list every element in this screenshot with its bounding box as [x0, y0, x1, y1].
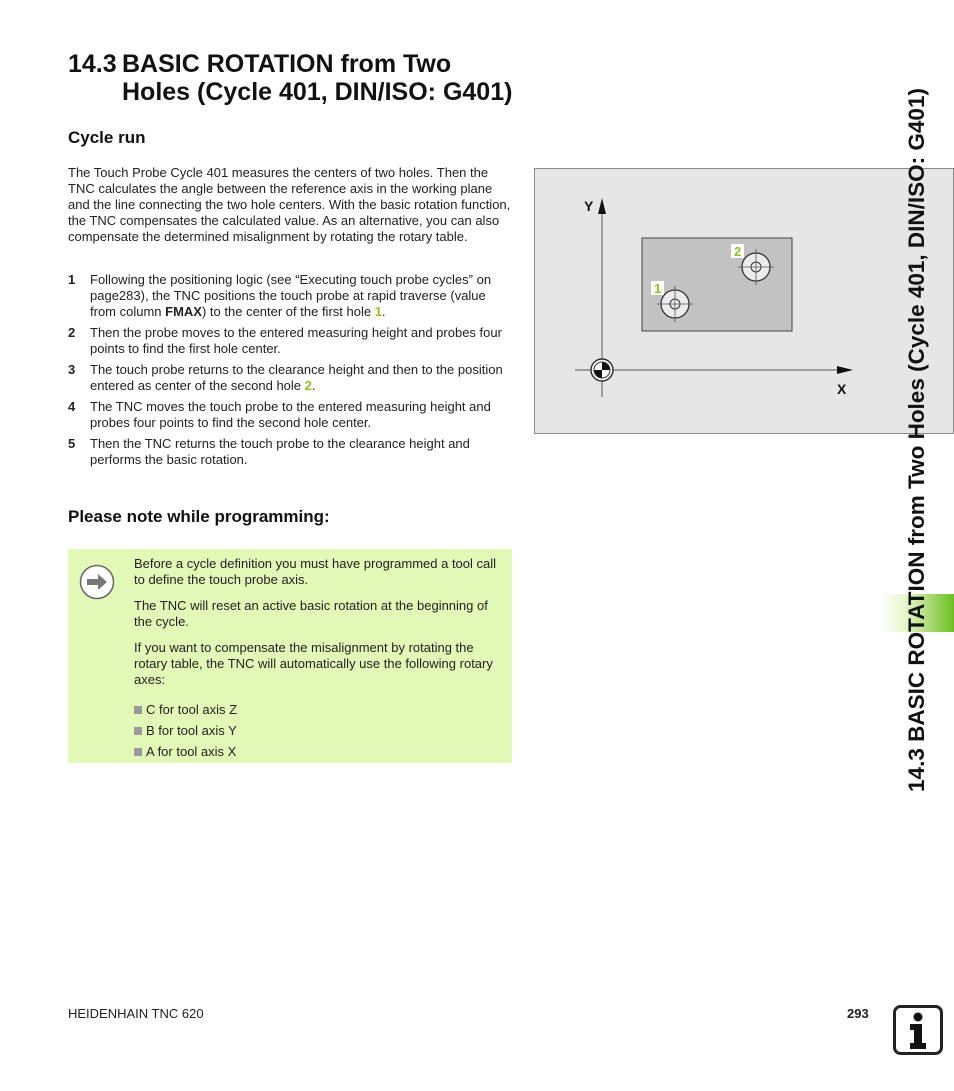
list-item	[134, 702, 504, 718]
list-item	[134, 744, 504, 760]
x-axis-arrow	[837, 366, 853, 374]
hole-ref-2: 2	[304, 378, 312, 393]
step-number: 2	[68, 325, 76, 340]
step-2	[68, 325, 512, 357]
step-text: .	[311, 378, 316, 393]
step-5	[68, 436, 512, 468]
workpiece	[642, 238, 792, 331]
step-number: 1	[68, 272, 76, 287]
list-item-text: B for tool axis Y	[146, 723, 237, 738]
note-paragraph: Before a cycle definition you must have programmed a tool call to define the touch probe axis.	[134, 556, 497, 587]
fmax-term: FMAX	[165, 304, 202, 319]
title-line-1: BASIC ROTATION from Two	[122, 50, 452, 78]
note-paragraph: The TNC will reset an active basic rotation at the beginning of the cycle.	[134, 598, 488, 629]
step-number: 3	[68, 362, 76, 377]
title-line-2: Holes (Cycle 401, DIN/ISO: G401)	[122, 78, 513, 106]
list-item	[134, 723, 504, 739]
cycle-diagram	[534, 168, 954, 434]
y-axis-arrow	[598, 198, 606, 214]
note-body	[134, 556, 504, 765]
programming-note-box	[68, 549, 512, 763]
arrow-right-icon	[79, 564, 115, 600]
rotary-axis-list	[134, 702, 504, 760]
step-4	[68, 399, 512, 431]
note-paragraph: If you want to compensate the misalignment by rotating the rotary table, the TNC will automatically use the following rotary axes:	[134, 640, 493, 687]
section-number: 14.3	[68, 50, 117, 78]
bullet-square-icon	[134, 748, 142, 756]
diagram-svg	[535, 169, 953, 433]
bullet-square-icon	[134, 706, 142, 714]
step-text: ) to the center of the first hole	[201, 304, 375, 319]
list-item-text: C for tool axis Z	[146, 702, 238, 717]
programming-note-heading: Please note while programming:	[68, 507, 330, 526]
step-text: Then the TNC returns the touch probe to the clearance height and performs the basic rotation.	[90, 436, 470, 467]
hole-ref-1: 1	[374, 304, 382, 319]
hole-label-2: 2	[734, 244, 742, 259]
step-1	[68, 272, 512, 320]
y-axis-label: Y	[584, 198, 594, 214]
cycle-run-heading: Cycle run	[68, 128, 146, 147]
origin-marker	[591, 359, 613, 381]
hole-label-1: 1	[654, 281, 662, 296]
info-icon	[893, 1005, 943, 1055]
step-text: Then the probe moves to the entered measuring height and probes four points to find the first hole center.	[90, 325, 502, 356]
footer-product: HEIDENHAIN TNC 620	[68, 1006, 204, 1021]
cycle-run-intro: The Touch Probe Cycle 401 measures the centers of two holes. Then the TNC calculates the angle between the reference axis in the working plane and the line connecting the two hole centers. With the basic rotation function, the TNC compensates the calculated value. As an alternative, you can also compensate the determined misalignment by rotating the rotary table.	[68, 165, 511, 244]
step-text: Following the positioning logic (see “Executing touch probe cycles” on page283), the TNC positions the touch probe at rapid traverse (value from column	[90, 272, 492, 319]
cycle-steps	[68, 272, 512, 473]
step-text: The touch probe returns to the clearance height and then to the position entered as center of the second hole	[90, 362, 503, 393]
step-3	[68, 362, 512, 394]
page-number: 293	[847, 1006, 869, 1021]
step-text: .	[381, 304, 386, 319]
side-title-text: 14.3 BASIC ROTATION from Two Holes (Cycle 401, DIN/ISO: G401)	[904, 88, 929, 792]
step-number: 4	[68, 399, 76, 414]
step-text: The TNC moves the touch probe to the entered measuring height and probes four points to find the second hole center.	[90, 399, 491, 430]
bullet-square-icon	[134, 727, 142, 735]
step-number: 5	[68, 436, 76, 451]
page-title	[68, 50, 512, 106]
list-item-text: A for tool axis X	[146, 744, 237, 759]
x-axis-label: X	[837, 381, 847, 397]
